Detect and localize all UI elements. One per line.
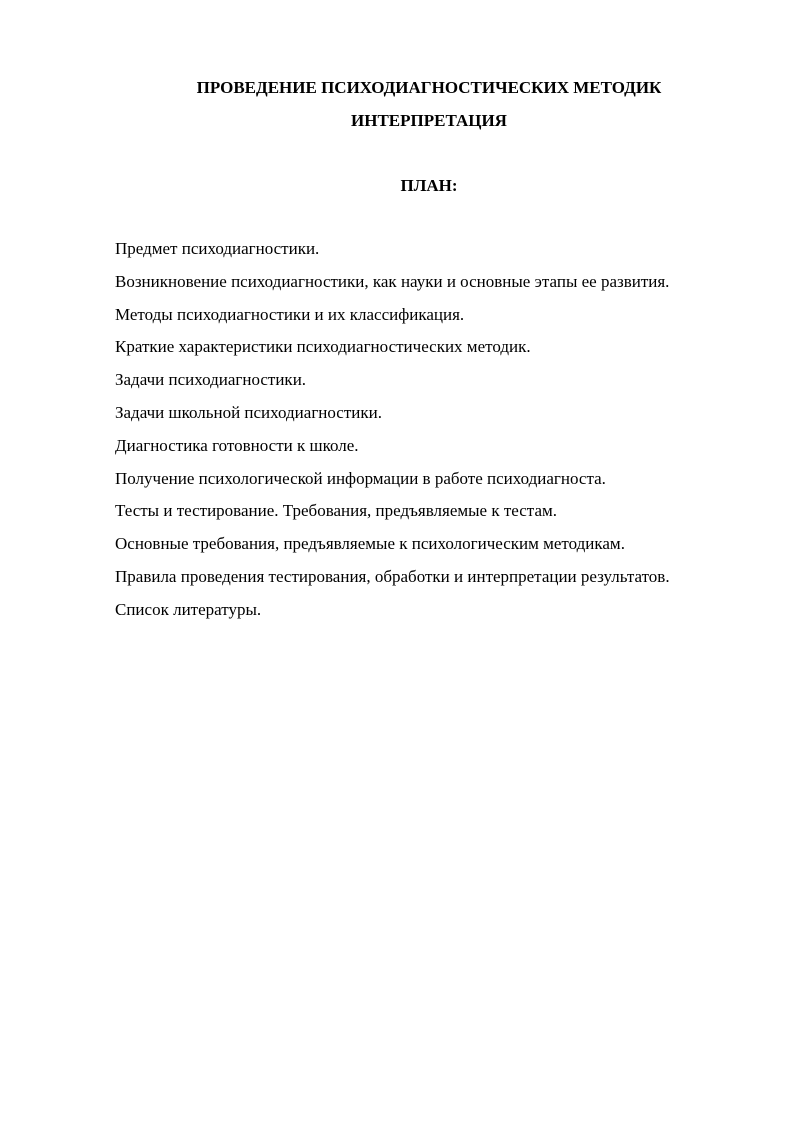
document-title-line-1: ПРОВЕДЕНИЕ ПСИХОДИАГНОСТИЧЕСКИХ МЕТОДИК [196,78,662,97]
document-title-line-2: ИНТЕРПРЕТАЦИЯ [351,111,507,130]
plan-item: Задачи школьной психодиагностики. [115,402,382,422]
plan-item: Диагностика готовности к школе. [115,435,359,455]
plan-item: Получение психологической информации в работе психодиагноста. [115,468,606,488]
plan-item: Основные требования, предъявляемые к психологическим методикам. [115,534,625,554]
plan-item: Возникновение психодиагностики, как науки и основные этапы ее развития. [115,271,670,291]
plan-list [115,239,670,633]
plan-item: Методы психодиагностики и их классификация. [115,304,465,324]
plan-item: Правила проведения тестирования, обработки и интерпретации результатов. [115,566,670,586]
plan-item: Краткие характеристики психодиагностических методик. [115,337,531,357]
plan-heading: ПЛАН: [400,176,458,195]
plan-item: Список литературы. [115,599,262,619]
plan-item: Тесты и тестирование. Требования, предъявляемые к тестам. [115,501,557,521]
plan-item: Предмет психодиагностики. [115,239,320,258]
plan-item: Задачи психодиагностики. [115,370,307,390]
